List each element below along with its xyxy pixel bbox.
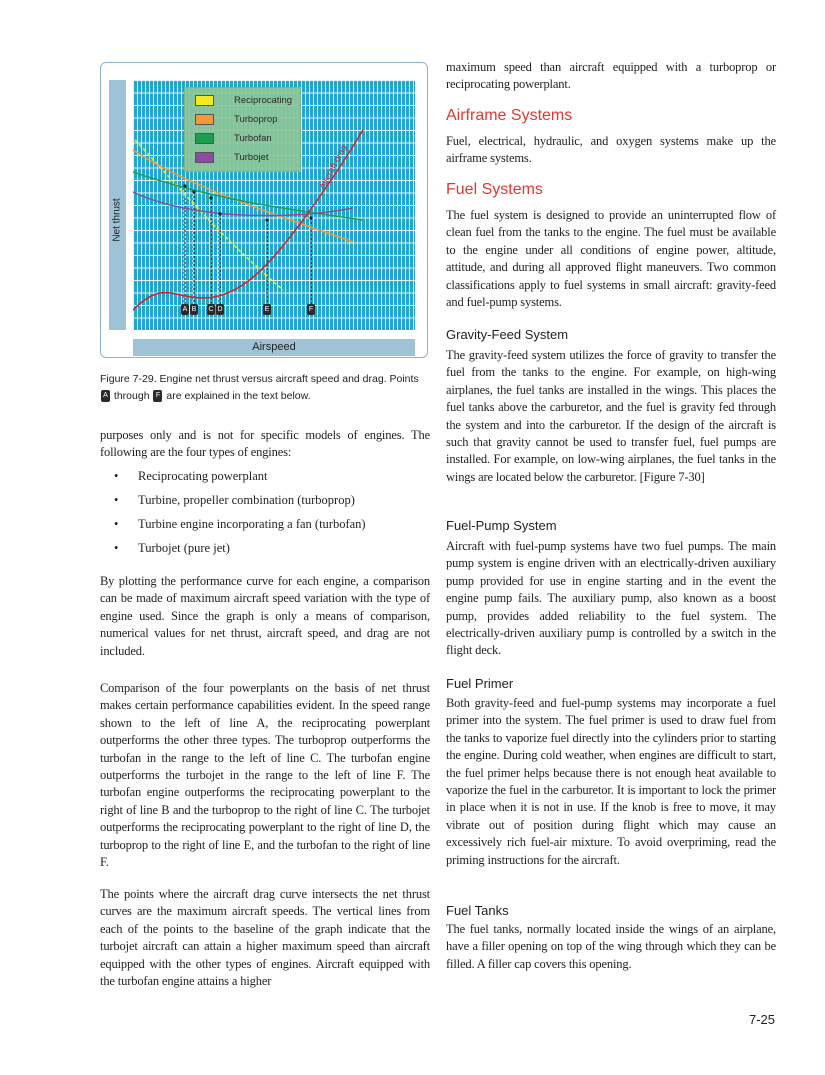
list-item	[100, 516, 430, 540]
bullet: •	[114, 469, 119, 483]
list-item	[100, 492, 430, 516]
point-d-dot	[218, 212, 221, 215]
point-f-dot	[309, 216, 312, 219]
paragraph-plotting: By plotting the performance curve for each engine, a comparison can be made of maximum aircraft speed variation with the type of engine used. Since the graph is only a means of comparison, numerical values for net thrust, aircraft speed, and drag are not included.	[100, 574, 430, 658]
bullet: •	[114, 541, 119, 555]
engine-types-list	[100, 468, 430, 564]
point-a-dot	[183, 184, 186, 187]
list-item-text: Turbojet (pure jet)	[138, 541, 230, 555]
x-axis-label: Airspeed	[133, 339, 415, 356]
heading-gravity-feed: Gravity-Feed System	[446, 327, 569, 342]
paragraph-airframe: Fuel, electrical, hydraulic, and oxygen systems make up the airframe systems.	[446, 134, 776, 166]
point-marker-f: F	[308, 306, 314, 313]
bullet: •	[114, 493, 119, 507]
paragraph-intro: purposes only and is not for specific models of engines. The following are the four types of engines:	[100, 428, 430, 460]
point-e-dot	[265, 218, 268, 221]
list-item-text: Turbine, propeller combination (turboprop)	[138, 493, 355, 507]
point-marker-d: D	[217, 306, 223, 313]
point-c-dot	[209, 196, 212, 199]
bullet: •	[114, 517, 119, 531]
legend-label: Reciprocating	[234, 95, 293, 106]
figure-number: Figure 7-29.	[100, 373, 157, 385]
paragraph-fuel-tanks: The fuel tanks, normally located inside the wings of an airplane, have a filler opening on top of the wing through which they can be filled. A filler cap covers this opening.	[446, 922, 776, 971]
y-axis-label: Net thrust	[111, 198, 123, 242]
list-item	[100, 468, 430, 492]
page-number: 7-25	[748, 1012, 775, 1027]
intersection-points	[183, 184, 312, 221]
caption-through: through	[113, 390, 150, 402]
drag-curve-label: Aircraft drag	[316, 142, 349, 191]
point-marker-b: B	[191, 306, 197, 313]
heading-airframe-systems: Airframe Systems	[446, 107, 573, 124]
legend-label: Turbofan	[234, 133, 272, 144]
point-marker-c: C	[208, 306, 214, 313]
list-item-text: Reciprocating powerplant	[138, 469, 268, 483]
caption-text: Engine net thrust versus aircraft speed and drag. Points	[159, 373, 419, 385]
legend-swatch	[195, 95, 214, 106]
list-item	[100, 540, 430, 564]
heading-fuel-pump: Fuel-Pump System	[446, 518, 557, 533]
paragraph-comparison: Comparison of the four powerplants on the basis of net thrust makes certain performance capabilities evident. In the speed range shown to the left of line A, the reciprocating powerplant outperforms the other three types. The turboprop outperforms the turbofan in the range to the left of line C. The turbofan engine outperforms the turbojet in the range to the left of line F. The turbofan engine outperforms the reciprocating powerplant to the right of line B and the turboprop to the right of line C. The turbojet outperforms the reciprocating powerplant to the right of line D, the turboprop to the right of line E, and the turbofan to the right of line F.	[100, 681, 430, 870]
heading-fuel-systems: Fuel Systems	[446, 181, 543, 198]
paragraph-gravity-feed: The gravity-feed system utilizes the force of gravity to transfer the fuel from the tanks to the engine. For example, on high-wing airplanes, the fuel tanks are installed in the wings. This places the fuel tanks above the carburetor, and the fuel is gravity fed through the system and into the carburetor. If the design of the aircraft is such that gravity cannot be used to transfer fuel, fuel pumps are installed. For example, on low-wing airplanes, the fuel tanks in the wings are located below the carburetor. [Figure 7-30]	[446, 348, 776, 484]
point-b-dot	[192, 190, 195, 193]
paragraph-continued: maximum speed than aircraft equipped with a turboprop or reciprocating powerplant.	[446, 60, 776, 92]
legend-swatch	[195, 114, 214, 125]
heading-fuel-primer: Fuel Primer	[446, 676, 514, 691]
legend-label: Turboprop	[234, 114, 278, 125]
figure-caption	[100, 371, 430, 405]
paragraph-fuel-primer: Both gravity-feed and fuel-pump systems may incorporate a fuel primer into the system. The fuel primer is used to draw fuel from the tanks to vaporize fuel directly into the cylinders prior to starting the engine. During cold weather, when engines are difficult to start, the fuel primer helps because there is not enough heat available to vaporize the fuel in the carburetor. It is important to lock the primer in place when it is not in use. If the knob is free to move, it may vibrate out of position during flight which may cause an excessively rich fuel-air mixture. To avoid overpriming, read the priming instructions for the aircraft.	[446, 696, 776, 867]
legend-swatch	[195, 152, 214, 163]
caption-marker-a: A	[101, 390, 110, 402]
caption-marker-f: F	[153, 390, 162, 402]
chart-legend	[184, 87, 301, 172]
paragraph-points: The points where the aircraft drag curve intersects the net thrust curves are the maximum aircraft speeds. The vertical lines from each of the points to the baseline of the graph indicate that the turbojet aircraft can attain a higher maximum speed than aircraft equipped with the other types of engines. Aircraft equipped with the turbofan engine attains a higher	[100, 887, 430, 989]
legend-swatch	[195, 133, 214, 144]
paragraph-fuel-pump: Aircraft with fuel-pump systems have two fuel pumps. The main pump system is engine driven with an electrically-driven auxiliary pump provided for use in engine starting and in the event the engine pump fails. The auxiliary pump, also known as a boost pump, provides added reliability to the fuel system. The electrically-driven auxiliary pump is controlled by a switch in the flight deck.	[446, 539, 776, 658]
point-marker-a: A	[182, 306, 188, 313]
heading-fuel-tanks: Fuel Tanks	[446, 903, 509, 918]
point-marker-e: E	[264, 306, 270, 313]
caption-text-end: are explained in the text below.	[166, 390, 311, 402]
list-item-text: Turbine engine incorporating a fan (turbofan)	[138, 517, 366, 531]
legend-label: Turbojet	[234, 152, 269, 163]
paragraph-fuel-systems: The fuel system is designed to provide an uninterrupted flow of clean fuel from the tanks to the engine. The fuel must be available to the engine under all conditions of engine power, altitude, attitude, and during all approved flight maneuvers. Two common classifications apply to fuel systems in small aircraft: gravity-feed and fuel-pump systems.	[446, 208, 776, 310]
